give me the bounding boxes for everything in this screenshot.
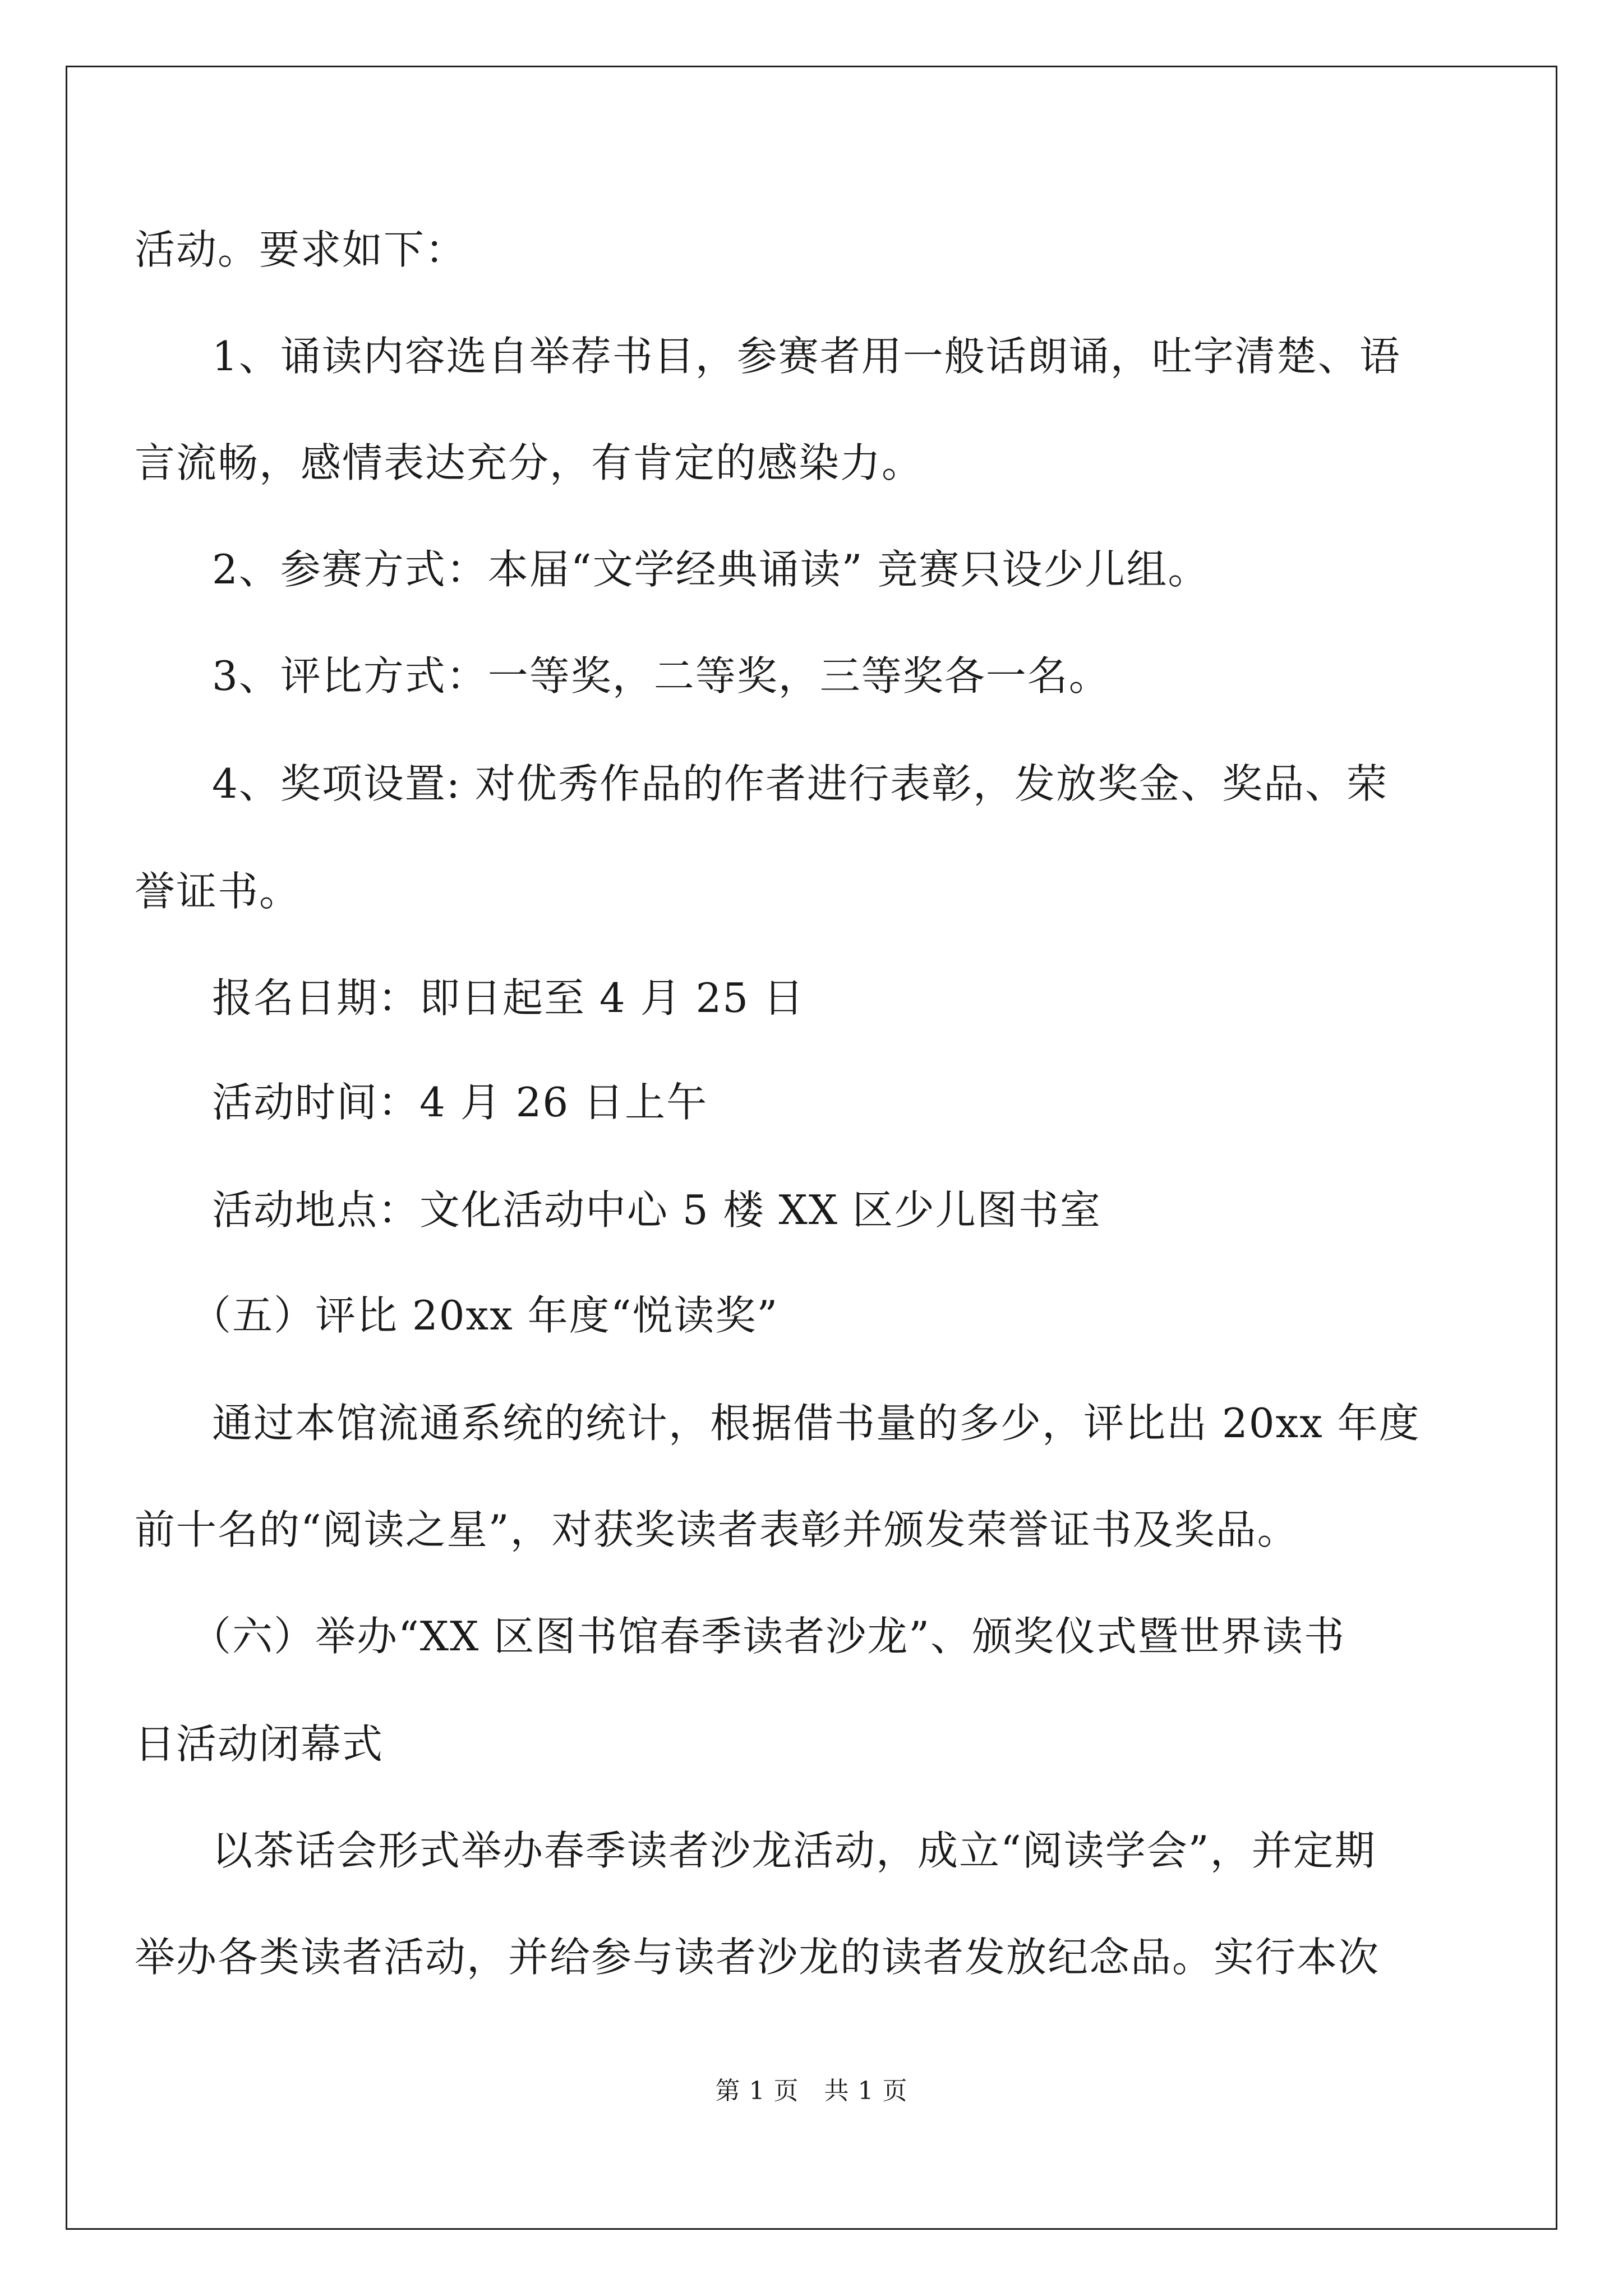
section-heading: （五）评比 20xx 年度“悦读奖” <box>191 1292 779 1339</box>
paragraph-line: 前十名的“阅读之星”，对获奖读者表彰并颁发荣誉证书及奖品。 <box>135 1506 1299 1553</box>
page-border <box>66 66 1557 2230</box>
paragraph-line: 以茶话会形式举办春季读者沙龙活动，成立“阅读学会”，并定期 <box>212 1827 1376 1874</box>
paragraph-line: 誉证书。 <box>135 868 301 915</box>
paragraph-line: 活动。要求如下： <box>135 226 467 273</box>
paragraph-line: 言流畅，感情表达充分，有肯定的感染力。 <box>135 439 924 486</box>
section-heading-cont: 日活动闭幕式 <box>135 1720 384 1768</box>
paragraph-line: 3、评比方式：一等奖，二等奖，三等奖各一名。 <box>212 652 1110 700</box>
page-number-footer: 第 1 页 共 1 页 <box>715 2077 908 2105</box>
section-heading: （六）举办“XX 区图书馆春季读者沙龙”、颁奖仪式暨世界读书 <box>191 1613 1346 1660</box>
paragraph-line: 2、参赛方式：本届“文学经典诵读” 竞赛只设少儿组。 <box>212 546 1210 593</box>
paragraph-line: 1、诵读内容选自举荐书目，参赛者用一般话朗诵，吐字清楚、语 <box>212 333 1401 380</box>
paragraph-line: 4、奖项设置: 对优秀作品的作者进行表彰，发放奖金、奖品、荣 <box>212 760 1388 807</box>
paragraph-line: 举办各类读者活动，并给参与读者沙龙的读者发放纪念品。实行本次 <box>135 1934 1380 1981</box>
paragraph-line: 通过本馆流通系统的统计，根据借书量的多少，评比出 20xx 年度 <box>212 1400 1421 1447</box>
paragraph-line: 活动时间：4 月 26 日上午 <box>212 1079 708 1126</box>
paragraph-line: 活动地点：文化活动中心 5 楼 XX 区少儿图书室 <box>212 1186 1101 1234</box>
paragraph-line: 报名日期：即日起至 4 月 25 日 <box>212 974 805 1022</box>
